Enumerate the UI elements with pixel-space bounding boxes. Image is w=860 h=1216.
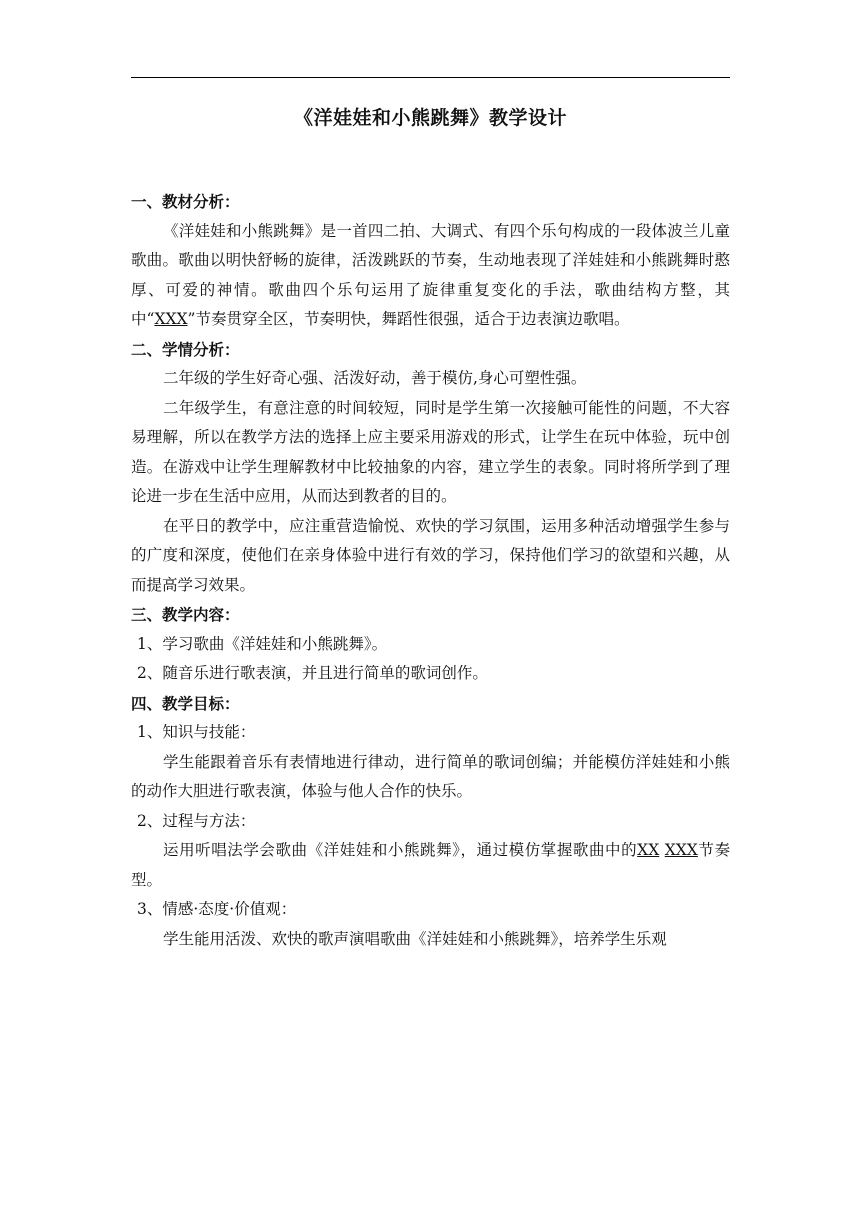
document-title: 《洋娃娃和小熊跳舞》教学设计 xyxy=(293,107,567,129)
header-rule xyxy=(131,77,730,78)
goal-1-text: 学生能跟着音乐有表情地进行律动，进行简单的歌词创编；并能模仿洋娃娃和小熊的动作大胆进行歌表演，体验与他人合作的快乐。 xyxy=(131,752,730,800)
goal-2-text xyxy=(131,836,730,895)
rhythm-notation: XXX xyxy=(664,841,698,859)
rhythm-notation: XXX xyxy=(154,310,188,328)
paragraph-text: 《洋娃娃和小熊跳舞》是一首四二拍、大调式、有四个乐句构成的一段体波兰儿童歌曲。歌曲以明快舒畅的旋律，活泼跳跃的节奏，生动地表现了洋娃娃和小熊跳舞时憨厚、可爱的神情。歌曲四个乐句运用了旋律重复变化的手法，歌曲结构方整，其中“ xyxy=(131,221,730,328)
student-analysis-paragraph-3: 在平日的教学中，应注重营造愉悦、欢快的学习氛围，运用多种活动增强学生参与的广度和深度，使他们在亲身体验中进行有效的学习，保持他们学习的欲望和兴趣，从而提高学习效果。 xyxy=(131,516,730,594)
section-heading-teaching-content: 三、教学内容： xyxy=(131,605,240,624)
student-analysis-paragraph-1: 二年级的学生好奇心强、活泼好动，善于模仿,身心可塑性强。 xyxy=(163,369,587,387)
section-heading-textbook-analysis: 一、教材分析： xyxy=(131,192,240,211)
rhythm-notation: XX xyxy=(637,841,660,859)
goal-3-text: 学生能用活泼、欢快的歌声演唱歌曲《洋娃娃和小熊跳舞》，培养学生乐观 xyxy=(163,929,667,948)
section-heading-teaching-goals: 四、教学目标： xyxy=(131,693,240,713)
section-heading-student-analysis: 二、学情分析： xyxy=(131,339,240,359)
paragraph-text: 节奏型。 xyxy=(131,841,730,889)
textbook-analysis-paragraph xyxy=(131,217,730,335)
document-body xyxy=(131,187,730,954)
paragraph-text: ”节奏贯穿全区，节奏明快，舞蹈性很强，适合于边表演边歌唱。 xyxy=(187,310,630,328)
paragraph-text: 运用听唱法学会歌曲《洋娃娃和小熊跳舞》，通过模仿掌握歌曲中的 xyxy=(163,841,638,859)
student-analysis-paragraph-2: 二年级学生，有意注意的时间较短，同时是学生第一次接触可能性的问题，不大容易理解，所以在教学方法的选择上应主要采用游戏的形式，让学生在玩中体验，玩中创造。在游戏中让学生理解教材中比较抽象的内容，建立学生的表象。同时将所学到了理论进一步在生活中应用，从而达到教者的目的。 xyxy=(131,398,730,505)
teaching-content-item-2: 2、随音乐进行歌表演，并且进行简单的歌词创作。 xyxy=(137,664,488,682)
goal-2-title: 2、过程与方法： xyxy=(137,811,256,830)
goal-1-title: 1、知识与技能： xyxy=(137,723,256,741)
goal-3-title: 3、情感·态度·价值观： xyxy=(137,900,297,918)
teaching-content-item-1: 1、学习歌曲《洋娃娃和小熊跳舞》。 xyxy=(137,634,388,653)
